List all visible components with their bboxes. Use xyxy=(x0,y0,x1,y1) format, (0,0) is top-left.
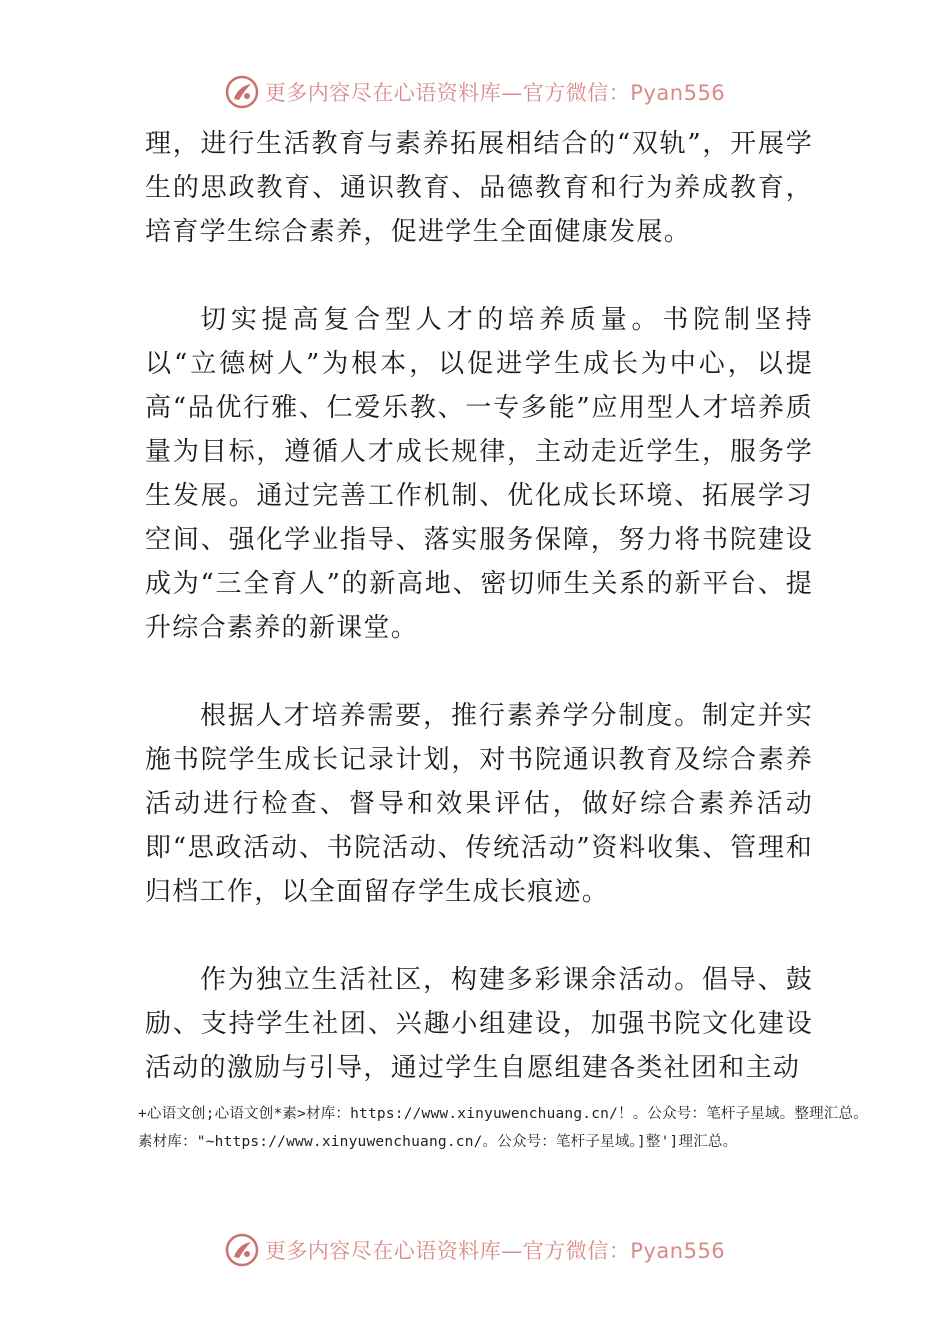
footer-banner xyxy=(0,1228,950,1272)
paragraph-2: 切实提高复合型人才的培养质量。书院制坚持以“立德树人”为根本，以促进学生成长为中心，以提高“品优行雅、仁爱乐教、一专多能”应用型人才培养质量为目标，遵循人才成长规律，主动走近学生，服务学生发展。通过完善工作机制、优化成长环境、拓展学习空间、强化学业指导、落实服务保障，努力将书院建设成为“三全育人”的新高地、密切师生关系的新平台、提升综合素养的新课堂。 xyxy=(145,305,813,643)
logo-icon xyxy=(225,1233,259,1267)
header-banner xyxy=(0,70,950,114)
document-body xyxy=(145,122,813,1090)
banner-text: 更多内容尽在心语资料库—官方微信：Pyan556 xyxy=(264,81,726,105)
banner-text: 更多内容尽在心语资料库—官方微信：Pyan556 xyxy=(264,1239,726,1263)
paragraph-1: 理，进行生活教育与素养拓展相结合的“双轨”，开展学生的思政教育、通识教育、品德教育和行为养成教育，培育学生综合素养，促进学生全面健康发展。 xyxy=(145,129,813,247)
paragraph-3: 根据人才培养需要，推行素养学分制度。制定并实施书院学生成长记录计划，对书院通识教育及综合素养活动进行检查、督导和效果评估，做好综合素养活动即“思政活动、书院活动、传统活动”资料收集、管理和归档工作，以全面留存学生成长痕迹。 xyxy=(145,701,813,907)
footnote: +心语文创;心语文创*素>材库：https://www.xinyuwenchuang.cn/！。公众号：笔杆子星域。整理汇总。素材库："~https://www.xinyuwenchuang.cn/。公众号：笔杆子星域。]整']理汇总。 xyxy=(138,1106,868,1150)
paragraph-4: 作为独立生活社区，构建多彩课余活动。倡导、鼓励、支持学生社团、兴趣小组建设，加强书院文化建设活动的激励与引导，通过学生自愿组建各类社团和主动 xyxy=(145,965,813,1083)
logo-icon xyxy=(225,75,259,109)
